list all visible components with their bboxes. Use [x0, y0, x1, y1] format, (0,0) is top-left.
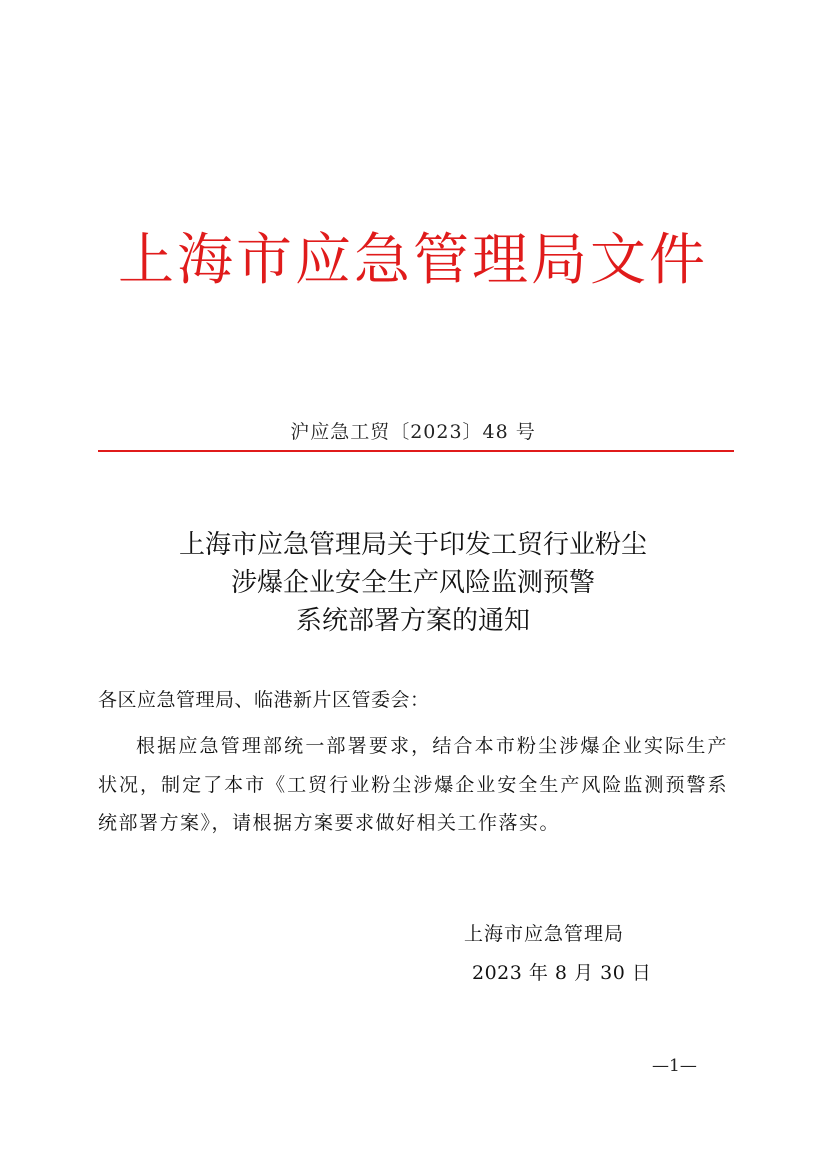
document-number: 沪应急工贸〔2023〕48 号 [290, 421, 536, 443]
title-line-2: 涉爆企业安全生产风险监测预警 [230, 568, 595, 598]
masthead-title: 上海市应急管理局文件 [118, 228, 708, 293]
notice-title [0, 526, 826, 640]
title-line-3: 系统部署方案的通知 [295, 606, 530, 636]
page-number: —1— [652, 1056, 697, 1076]
issue-date: 2023 年 8 月 30 日 [472, 962, 652, 984]
issuer-signature: 上海市应急管理局 [464, 923, 625, 945]
salutation: 各区应急管理局、临港新片区管委会： [98, 689, 430, 711]
title-line-1: 上海市应急管理局关于印发工贸行业粉尘 [178, 530, 647, 560]
body-paragraph: 根据应急管理部统一部署要求，结合本市粉尘涉爆企业实际生产状况，制定了本市《工贸行业粉尘涉爆企业安全生产风险监测预警系统部署方案》，请根据方案要求做好相关工作落实。 [98, 735, 728, 834]
red-divider-line [98, 450, 734, 452]
